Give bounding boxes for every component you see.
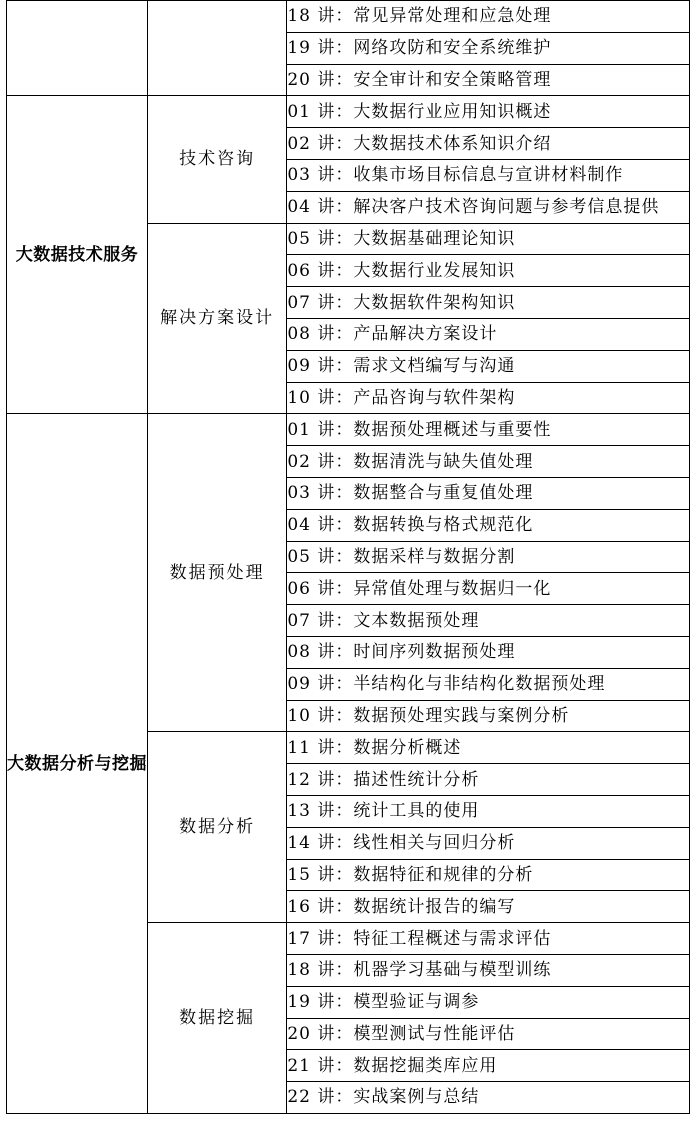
lecture-cell: 19 讲：网络攻防和安全系统维护 — [287, 32, 690, 64]
topic-cell: 技术咨询 — [148, 96, 287, 223]
lecture-cell: 05 讲：大数据基础理论知识 — [287, 223, 690, 255]
curriculum-table-body — [7, 1, 690, 1114]
lecture-cell: 14 讲：线性相关与回归分析 — [287, 827, 690, 859]
lecture-cell: 07 讲：文本数据预处理 — [287, 605, 690, 637]
lecture-cell: 15 讲：数据特征和规律的分析 — [287, 859, 690, 891]
topic-cell: 数据预处理 — [148, 414, 287, 732]
curriculum-table — [6, 0, 690, 1114]
table-row — [7, 96, 690, 128]
lecture-cell: 06 讲：异常值处理与数据归一化 — [287, 573, 690, 605]
lecture-cell: 08 讲：产品解决方案设计 — [287, 318, 690, 350]
lecture-cell: 18 讲：机器学习基础与模型训练 — [287, 954, 690, 986]
lecture-cell: 22 讲：实战案例与总结 — [287, 1082, 690, 1114]
topic-cell: 数据分析 — [148, 732, 287, 923]
lecture-cell: 13 讲：统计工具的使用 — [287, 795, 690, 827]
lecture-cell: 06 讲：大数据行业发展知识 — [287, 255, 690, 287]
table-row — [7, 1, 690, 33]
module-cell — [7, 1, 148, 96]
lecture-cell: 18 讲：常见异常处理和应急处理 — [287, 1, 690, 33]
module-cell: 大数据技术服务 — [7, 96, 148, 414]
lecture-cell: 21 讲：数据挖掘类库应用 — [287, 1050, 690, 1082]
lecture-cell: 04 讲：数据转换与格式规范化 — [287, 509, 690, 541]
topic-cell: 解决方案设计 — [148, 223, 287, 414]
lecture-cell: 17 讲：特征工程概述与需求评估 — [287, 923, 690, 955]
lecture-cell: 09 讲：半结构化与非结构化数据预处理 — [287, 668, 690, 700]
module-cell: 大数据分析与挖掘 — [7, 414, 148, 1114]
topic-cell: 数据挖掘 — [148, 923, 287, 1114]
lecture-cell: 01 讲：数据预处理概述与重要性 — [287, 414, 690, 446]
lecture-cell: 01 讲：大数据行业应用知识概述 — [287, 96, 690, 128]
lecture-cell: 09 讲：需求文档编写与沟通 — [287, 350, 690, 382]
lecture-cell: 19 讲：模型验证与调参 — [287, 986, 690, 1018]
lecture-cell: 08 讲：时间序列数据预处理 — [287, 636, 690, 668]
lecture-cell: 07 讲：大数据软件架构知识 — [287, 287, 690, 319]
lecture-cell: 20 讲：安全审计和安全策略管理 — [287, 64, 690, 96]
lecture-cell: 10 讲：数据预处理实践与案例分析 — [287, 700, 690, 732]
lecture-cell: 04 讲：解决客户技术咨询问题与参考信息提供 — [287, 191, 690, 223]
lecture-cell: 03 讲：收集市场目标信息与宣讲材料制作 — [287, 159, 690, 191]
lecture-cell: 20 讲：模型测试与性能评估 — [287, 1018, 690, 1050]
topic-cell — [148, 1, 287, 96]
lecture-cell: 02 讲：数据清洗与缺失值处理 — [287, 446, 690, 478]
lecture-cell: 02 讲：大数据技术体系知识介绍 — [287, 128, 690, 160]
lecture-cell: 12 讲：描述性统计分析 — [287, 764, 690, 796]
table-row — [7, 414, 690, 446]
lecture-cell: 16 讲：数据统计报告的编写 — [287, 891, 690, 923]
lecture-cell: 10 讲：产品咨询与软件架构 — [287, 382, 690, 414]
lecture-cell: 03 讲：数据整合与重复值处理 — [287, 477, 690, 509]
lecture-cell: 05 讲：数据采样与数据分割 — [287, 541, 690, 573]
lecture-cell: 11 讲：数据分析概述 — [287, 732, 690, 764]
